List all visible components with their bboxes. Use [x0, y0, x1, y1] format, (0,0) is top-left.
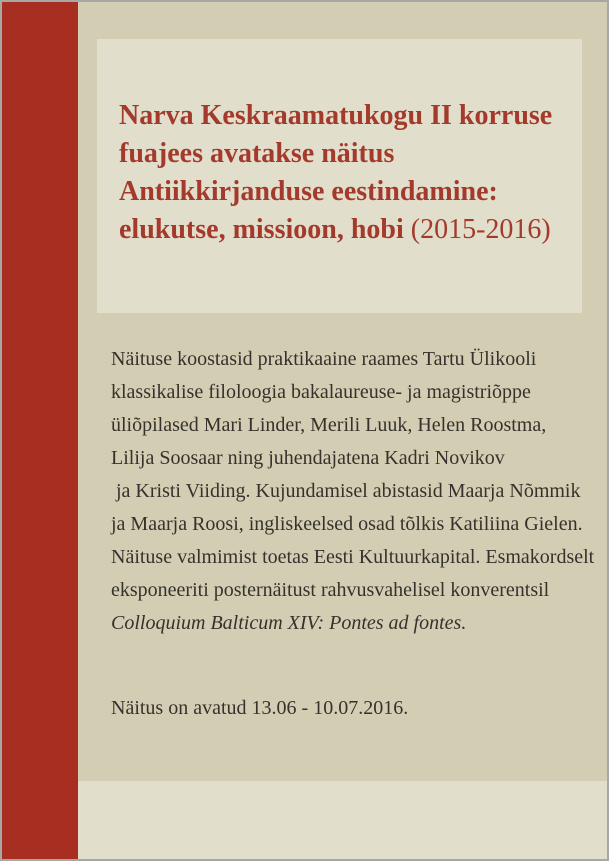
bottom-panel [78, 781, 607, 859]
paragraph-line: Lilija Soosaar ning juhendajatena Kadri Novikov [111, 447, 505, 469]
exhibition-title [119, 97, 574, 249]
paragraph-line: üliõpilased Mari Linder, Merili Luuk, Helen Roostma, [111, 414, 547, 436]
title-line: fuajees avatakse näitus [119, 138, 395, 169]
open-dates-line: Näitus on avatud 13.06 - 10.07.2016. [111, 697, 409, 719]
left-accent-bar [2, 2, 78, 859]
title-year-suffix: (2015-2016) [403, 214, 551, 245]
paragraph-line: Colloquium Balticum XIV: Pontes ad fontes. [111, 612, 467, 634]
paragraph-line: Näituse valmimist toetas Eesti Kultuurkapital. Esmakordselt [111, 546, 595, 568]
paragraph-line: ja Maarja Roosi, ingliskeelsed osad tõlkis Katiliina Gielen. [111, 513, 583, 535]
title-panel [97, 39, 582, 313]
paragraph-line: klassikalise filoloogia bakalaureuse- ja magistriõppe [111, 381, 531, 403]
title-line: elukutse, missioon, hobi (2015-2016) [119, 214, 551, 245]
title-line: Antiikkirjanduse eestindamine: [119, 176, 498, 207]
description-paragraph [111, 343, 607, 640]
paragraph-line: eksponeeriti posternäitust rahvusvahelisel konverentsil [111, 579, 550, 601]
paragraph-line: Näituse koostasid praktikaaine raames Tartu Ülikooli [111, 348, 537, 370]
title-line: Narva Keskraamatukogu II korruse [119, 100, 553, 131]
paragraph-line: ja Kristi Viiding. Kujundamisel abistasid Maarja Nõmmik [111, 480, 581, 502]
